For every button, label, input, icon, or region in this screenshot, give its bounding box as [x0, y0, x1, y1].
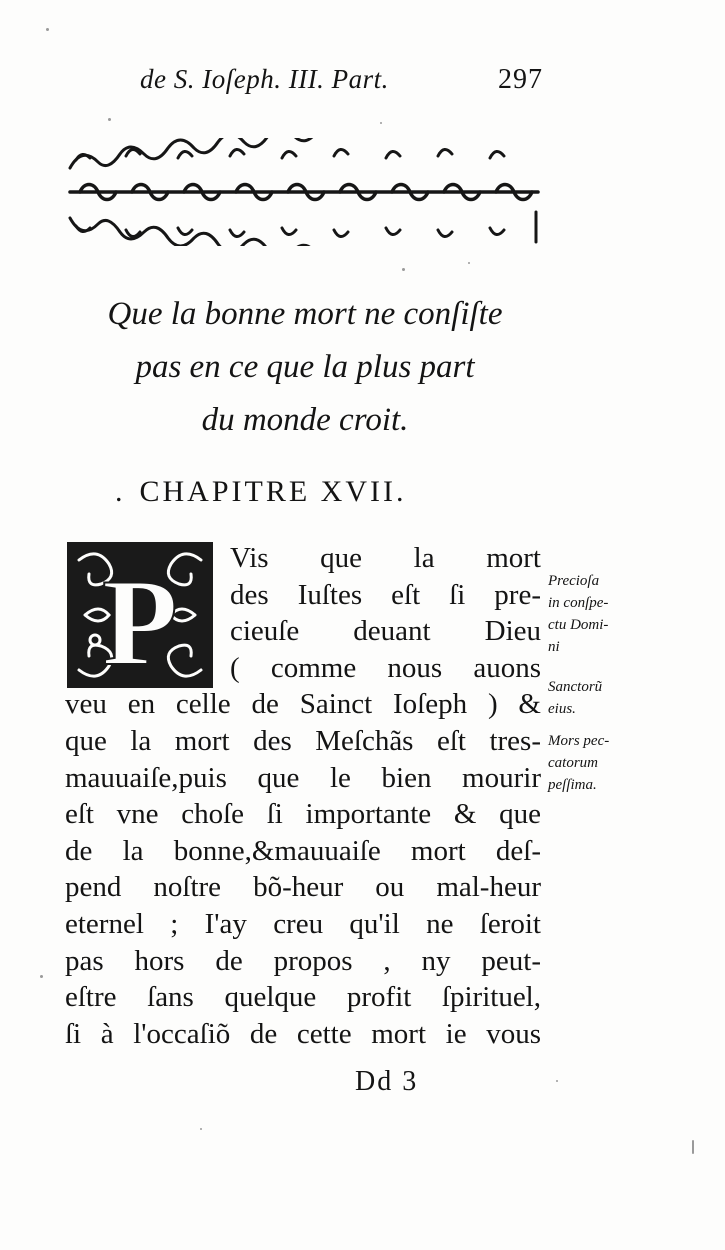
body-text — [65, 540, 541, 1052]
running-title: de S. Ioſeph. III. Part. — [140, 64, 389, 94]
body-line: eſtre ſans quelque profit ſpirituel, — [65, 981, 541, 1014]
body-line: cieuſe deuant Dieu — [230, 615, 541, 648]
chapter-number — [115, 475, 407, 509]
marginal-note-line: ni — [548, 639, 560, 655]
marginal-note-line: in conſpe- — [548, 595, 609, 611]
scan-speck — [200, 1128, 202, 1130]
ornamental-band — [66, 138, 542, 246]
chapter-heading-line: Que la bonne mort ne conſiſte — [107, 296, 503, 332]
scan-speck — [692, 1140, 694, 1154]
body-line: pas hors de propos , ny peut- — [65, 944, 541, 977]
scan-speck — [468, 262, 470, 264]
body-line: mauuaiſe,puis que le bien mourir — [65, 761, 541, 794]
scan-speck — [108, 118, 111, 121]
body-line: de la bonne,&mauuaiſe mort deſ- — [65, 834, 541, 867]
body-line: des Iuſtes eſt ſi pre- — [230, 578, 541, 611]
marginal-note-line: peſſima. — [548, 777, 597, 793]
marginal-notes — [548, 570, 658, 796]
body-line: que la mort des Meſchãs eſt tres- — [65, 724, 541, 757]
scan-speck — [40, 975, 43, 978]
body-line: eſt vne choſe ſi importante & que — [65, 798, 541, 831]
body-line: pend noſtre bõ-heur ou mal-heur — [65, 871, 541, 904]
page-number: 297 — [498, 64, 543, 95]
marginal-note-line: Sanctorũ — [548, 679, 603, 695]
marginal-note-line: ctu Domi- — [548, 617, 609, 633]
body-line: Vis que la mort — [230, 542, 541, 574]
body-line: ſi à l'occaſiõ de cette mort ie vous — [65, 1017, 541, 1050]
marginal-note-line: catorum — [548, 755, 598, 771]
body-line: eternel ; I'ay creu qu'il ne ſeroit — [65, 907, 541, 940]
scan-speck — [46, 28, 49, 31]
marginal-note-line: Precioſa — [548, 573, 600, 589]
chapter-heading — [70, 288, 540, 447]
chapter-number-dot: . — [115, 475, 126, 508]
marginal-note-line: eius. — [548, 701, 576, 717]
ornament-top-row — [70, 138, 504, 168]
body-line: veu en celle de Sainct Ioſeph ) & — [65, 688, 541, 721]
running-head — [140, 62, 545, 102]
scan-speck — [556, 1080, 558, 1082]
chapter-heading-line: du monde croit. — [201, 402, 409, 438]
scan-speck — [380, 122, 382, 124]
signature-mark: Dd 3 — [355, 1066, 419, 1097]
chapter-heading-line: pas en ce que la plus part — [135, 349, 475, 385]
scan-speck — [402, 268, 405, 271]
ornament-middle-row — [70, 185, 538, 200]
ornament-bottom-row — [70, 212, 536, 246]
chapter-number-label: CHAPITRE XVII. — [139, 475, 407, 508]
body-line: ( comme nous auons — [230, 651, 541, 684]
drop-cap-letter: P — [102, 554, 178, 690]
marginal-note-line: Mors pec- — [548, 733, 610, 749]
